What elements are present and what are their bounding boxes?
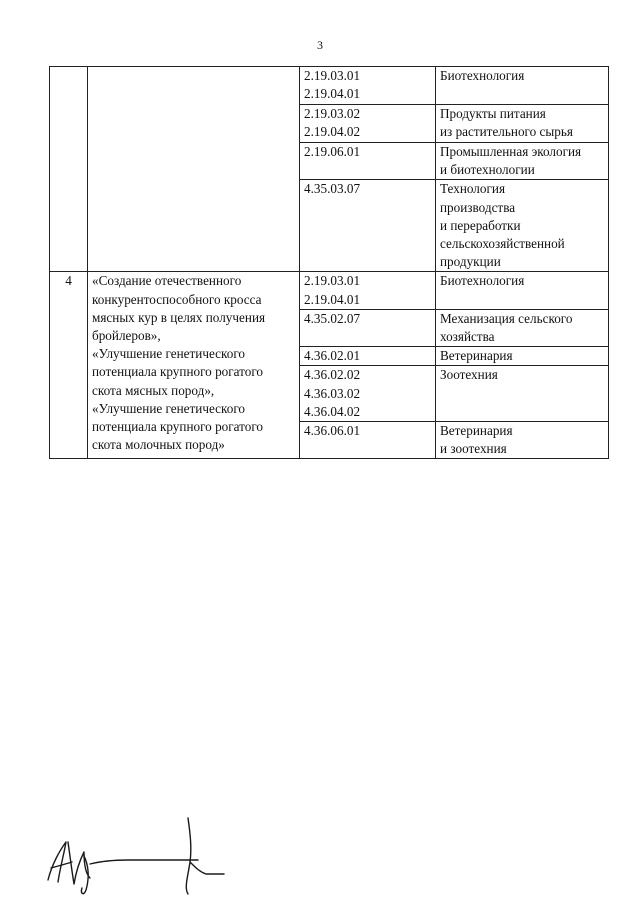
specialty-cell: Технология производства и переработки сельскохозяйственной продукции [436, 180, 609, 272]
code-cell: 2.19.03.01 2.19.04.01 [300, 67, 436, 105]
specialty-cell: Ветеринария [436, 347, 609, 366]
row-number-cell: 4 [50, 272, 88, 459]
code-cell: 4.36.06.01 [300, 422, 436, 459]
specialty-cell: Зоотехния [436, 366, 609, 422]
table-row [50, 67, 609, 105]
specialty-cell: Продукты питания из растительного сырья [436, 105, 609, 143]
page-number: 3 [317, 38, 323, 52]
handwritten-signature [38, 812, 238, 902]
code-cell: 4.35.03.07 [300, 180, 436, 272]
code-cell: 2.19.06.01 [300, 143, 436, 180]
table-row [50, 272, 609, 309]
specialty-cell: Механизация сельского хозяйства [436, 309, 609, 346]
code-cell: 4.35.02.07 [300, 309, 436, 346]
code-cell: 2.19.03.01 2.19.04.01 [300, 272, 436, 309]
row-number-cell [50, 67, 88, 272]
code-cell: 2.19.03.02 2.19.04.02 [300, 105, 436, 143]
code-cell: 4.36.02.01 [300, 347, 436, 366]
program-description-cell: «Создание отечественного конкурентоспособного кросса мясных кур в целях получения бройлеров», «Улучшение генетического потенциала крупного рогатого скота мясных пород», «Улучшение генетического потенциала крупного рогатого скота молочных пород» [88, 272, 300, 459]
specialties-table [49, 66, 609, 459]
specialty-cell: Биотехнология [436, 67, 609, 105]
code-cell: 4.36.02.02 4.36.03.02 4.36.04.02 [300, 366, 436, 422]
specialty-cell: Биотехнология [436, 272, 609, 309]
program-description-cell [88, 67, 300, 272]
specialty-cell: Ветеринария и зоотехния [436, 422, 609, 459]
specialty-cell: Промышленная экология и биотехнологии [436, 143, 609, 180]
